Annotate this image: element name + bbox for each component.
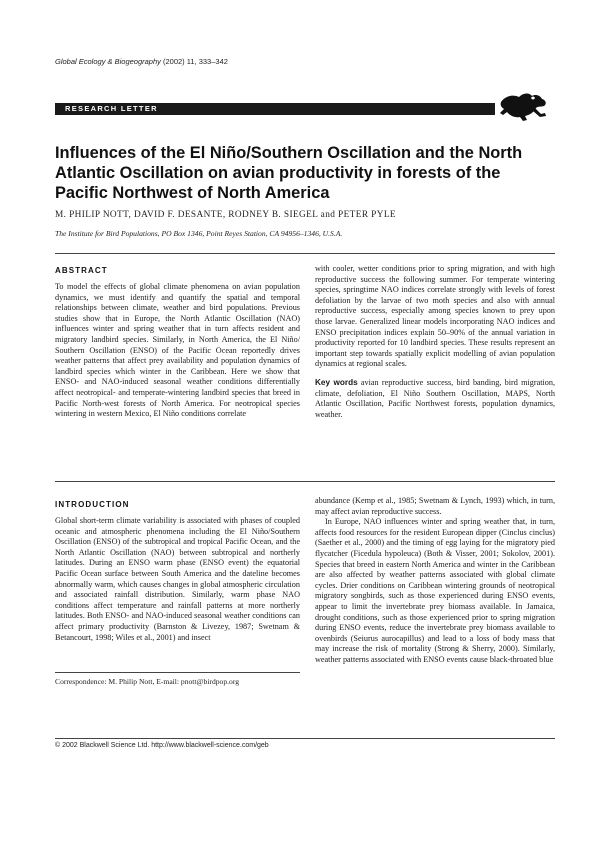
- section-label: RESEARCH LETTER: [65, 104, 158, 113]
- correspondence-rule: [55, 672, 300, 673]
- abstract-left-column: [55, 282, 300, 420]
- article-title: Influences of the El Niño/Southern Oscillation and the North Atlantic Oscillation on avian productivity in forests of the Pacific Northwest of North America: [55, 144, 523, 202]
- correspondence-note: Correspondence: M. Philip Nott, E-mail: pnott@birdpop.org: [55, 677, 240, 686]
- keywords-label: Key words: [315, 377, 358, 387]
- abstract-text-right: with cooler, wetter conditions prior to spring migration, and with high reproductive success the following summer. For temperate wintering species, springtime NAO indices correlate strongly with levels of forest defoliation by the larvae of two moth species and also with annual reproductive success, especially among species known to prey upon those larvae. Generalized linear models incorporating NAO indices and ENSO precipitation indices explain 50–90% of the annual variation in productivity reported for 10 landbird species. These results represent an important step towards spatially explicit modelling of avian population dynamics at regional scales.: [315, 264, 555, 369]
- frog-silhouette-icon: [497, 88, 549, 124]
- footer-rule: [55, 738, 555, 739]
- author-affiliation: The Institute for Bird Populations, PO Box 1346, Point Reyes Station, CA 94956–1346, U.S.A.: [55, 229, 343, 238]
- abstract-text-left: To model the effects of global climate phenomena on avian population dynamics, we must identify and quantify the spatial and temporal relationships between climate, weather and bird populations. Previous studies show that in Europe, the North Atlantic Oscillation (NAO) influences winter and spring weather that in turn affects resident and migratory landbird species. Similarly, in North America, the El Niño/ Southern Oscillation (ENSO) of the Pacific Ocean reportedly drives weather patterns that affect prey availability and population dynamics of landbird species which winter in the Caribbean. Here we show that ENSO- and NAO-induced seasonal weather conditions differentially affect neotropical- and temperate-wintering landbird species that breed in Pacific North-west forests of North America. For neotropical species wintering in western Mexico, El Niño conditions correlate: [55, 282, 300, 419]
- section-band: [55, 103, 495, 115]
- abstract-top-rule: [55, 253, 555, 254]
- journal-volume-pages: (2002) 11, 333–342: [163, 57, 228, 66]
- introduction-heading: INTRODUCTION: [55, 500, 130, 509]
- keywords-text: avian reproductive success, bird banding, bird migration, climate, defoliation, El Niño Southern Oscillation, MAPS, North Atlantic Oscillation, Pacific Northwest forests, population dynamics, weather.: [315, 377, 555, 419]
- journal-name: Global Ecology & Biogeography: [55, 57, 161, 66]
- author-list: M. PHILIP NOTT, DAVID F. DESANTE, RODNEY B. SIEGEL and PETER PYLE: [55, 210, 396, 220]
- keywords-paragraph: [315, 378, 555, 420]
- introduction-right-column: [315, 496, 555, 666]
- introduction-paragraph-1-end: abundance (Kemp et al., 1985; Swetnam & Lynch, 1993) which, in turn, may affect avian reproductive success.: [315, 496, 555, 516]
- journal-citation: [55, 57, 228, 66]
- abstract-heading: ABSTRACT: [55, 266, 108, 275]
- abstract-bottom-rule: [55, 481, 555, 482]
- abstract-right-column: [315, 264, 555, 420]
- copyright-footer: © 2002 Blackwell Science Ltd. http://www.blackwell-science.com/geb: [55, 742, 269, 749]
- introduction-text-left: Global short-term climate variability is associated with phases of coupled oceanic and atmospheric phenomena including the El Niño/Southern Oscillation (ENSO) of the subtropical and tropical Pacific Ocean, and the North Atlantic Oscillation (NAO) between subtropical and northerly latitudes. During an ENSO warm phase (ENSO event) the equatorial Pacific Ocean surface between South America and the dateline becomes abnormally warm, which causes changes in global atmospheric circulation and associated rainfall distribution. Similarly, warm phase NAO conditions affect temperature and rainfall patterns at more northerly latitudes. Both ENSO- and NAO-induced seasonal weather conditions can affect primary productivity (Barnston & Livezey, 1987; Swetnam & Betancourt, 1998; Wiles et al., 2001) and insect: [55, 516, 300, 642]
- introduction-left-column: [55, 516, 300, 643]
- introduction-paragraph-2: In Europe, NAO influences winter and spring weather that, in turn, affects food resources for the resident European dipper (Cinclus cinclus) (Saether et al., 2000) and the timing of egg laying for the migratory pied flycatcher (Ficedula hypoleuca) (Both & Visser, 2001; Sokolov, 2001). Species that breed in eastern North America and winter in the Caribbean are also affected by weather patterns associated with global climate cycles. Drier conditions on Caribbean wintering grounds of neotropical migratory songbirds, such as those experienced during ENSO events, appear to limit the invertebrate prey biomass available. In Jamaica, drought conditions, such as those experienced prior to spring migration during ENSO events, reduce the invertebrate prey biomass available to ovenbirds (Seiurus aurocapillus) and lead to a loss of body mass that may increase the risk of mortality (Strong & Sherry, 2000). Similarly, weather patterns associated with ENSO events cause black-throated blue: [315, 517, 555, 664]
